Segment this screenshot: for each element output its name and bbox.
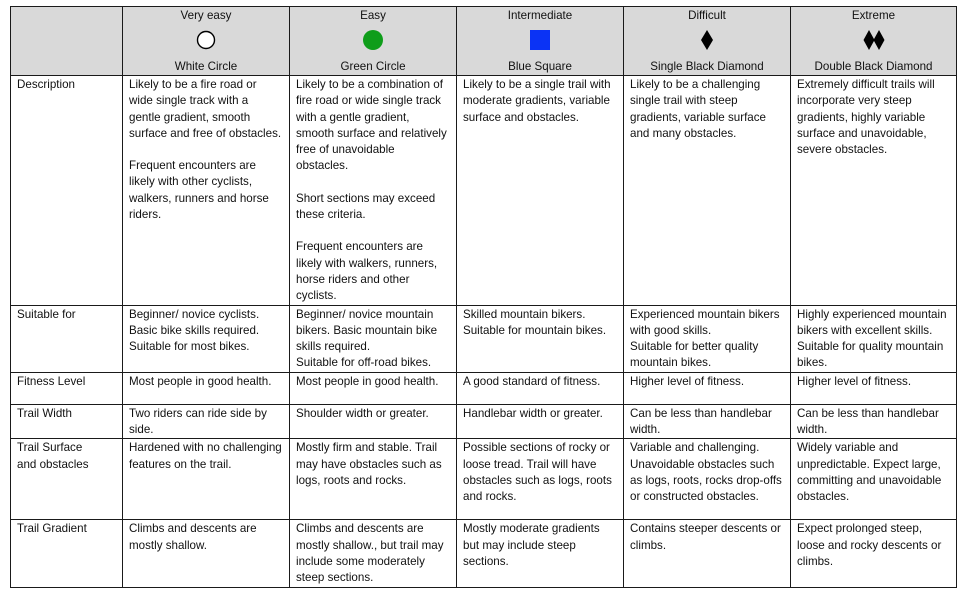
cell-line: Beginner/ novice mountain bikers. Basic mountain bike skills required. [296,307,438,354]
cell-line: Basic bike skills required. [129,323,260,337]
gradient-cell: Climbs and descents are mostly shallow. [123,520,290,587]
level-label: Difficult [688,9,726,22]
trail-grading-table [10,6,957,588]
level-name: White Circle [174,59,238,73]
surface-cell: Mostly firm and stable. Trail may have obstacles such as logs, roots and rocks. [290,439,457,520]
description-cell [624,76,791,306]
row-header-trail-gradient: Trail Gradient [11,520,123,587]
cell-line: Suitable for most bikes. [129,340,250,354]
level-header-extreme [791,7,957,76]
level-label: Extreme [851,9,896,22]
cell-paragraph: Likely to be a combination of fire road or wide single track with a gentle gradient, smooth surface and relatively free of unavoidable obstacles. [296,78,447,173]
cell-line: Suitable for off-road bikes. [296,356,432,370]
double-black-diamond-icon [862,29,886,51]
gradient-cell: Mostly moderate gradients but may include steep sections. [457,520,624,587]
width-cell: Two riders can ride side by side. [123,404,290,439]
cell-line: Highly experienced mountain bikers with excellent skills. Suitable for quality mountain bikes. [797,307,947,370]
fitness-cell: Higher level of fitness. [624,372,791,404]
trail-gradient-row [11,520,957,587]
trail-surface-row [11,439,957,520]
level-label: Very easy [180,9,232,22]
fitness-level-row [11,372,957,404]
fitness-cell: Higher level of fitness. [791,372,957,404]
surface-cell: Possible sections of rocky or loose tread. Trail will have obstacles such as logs, roots and rocks. [457,439,624,520]
cell-paragraph: Short sections may exceed these criteria. [296,191,436,222]
level-name: Blue Square [508,59,572,73]
width-cell: Can be less than handlebar width. [791,404,957,439]
suitable-cell [791,305,957,372]
suitable-cell [624,305,791,372]
level-header-very-easy [123,7,290,76]
level-name: Double Black Diamond [814,59,933,73]
level-header-easy [290,7,457,76]
row-header-trail-width: Trail Width [11,404,123,439]
surface-cell: Hardened with no challenging features on the trail. [123,439,290,520]
cell-line: Experienced mountain bikers with good skills. [630,307,780,337]
cell-line: Suitable for mountain bikes. [463,323,607,337]
cell-line: Suitable for better quality mountain bikes. [630,340,759,370]
trail-width-row [11,404,957,439]
width-cell: Shoulder width or greater. [290,404,457,439]
cell-paragraph: Frequent encounters are likely with other cyclists, walkers, runners and horse riders. [129,159,269,222]
row-header-fitness-level: Fitness Level [11,372,123,404]
cell-paragraph: Likely to be a single trail with moderate gradients, variable surface and obstacles. [463,78,611,124]
surface-cell: Widely variable and unpredictable. Expect large, committing and unavoidable obstacles. [791,439,957,520]
row-header-line: Trail Surface [17,441,83,455]
fitness-cell: A good standard of fitness. [457,372,624,404]
black-diamond-icon [700,29,714,51]
fitness-cell: Most people in good health. [123,372,290,404]
level-label: Intermediate [507,9,573,22]
green-circle-icon [362,29,384,51]
width-cell: Handlebar width or greater. [457,404,624,439]
row-header-line: and obstacles [17,457,89,471]
description-cell [457,76,624,306]
gradient-cell: Climbs and descents are mostly shallow., but trail may include some moderately steep sections. [290,520,457,587]
surface-cell: Variable and challenging. Unavoidable obstacles such as logs, roots, rocks drop-offs or constructed obstacles. [624,439,791,520]
gradient-cell: Expect prolonged steep, loose and rocky descents or climbs. [791,520,957,587]
row-header-suitable-for: Suitable for [11,305,123,372]
level-label: Easy [360,9,386,22]
cell-line: Skilled mountain bikers. [463,307,586,321]
header-row [11,7,957,76]
white-circle-icon [196,30,216,50]
suitable-cell [123,305,290,372]
description-cell [123,76,290,306]
row-header-trail-surface [11,439,123,520]
suitable-for-row [11,305,957,372]
cell-paragraph: Extremely difficult trails will incorporate very steep gradients, highly variable surface and unavoidable, severe obstacles. [797,78,935,157]
cell-paragraph: Frequent encounters are likely with walkers, runners, horse riders and other cyclists. [296,240,438,303]
level-name: Green Circle [340,59,406,73]
width-cell: Can be less than handlebar width. [624,404,791,439]
level-name: Single Black Diamond [650,59,764,73]
cell-line: Beginner/ novice cyclists. [129,307,260,321]
description-row [11,76,957,306]
level-header-intermediate [457,7,624,76]
description-cell [290,76,457,306]
row-header-description: Description [11,76,123,306]
cell-paragraph: Likely to be a fire road or wide single track with a gentle gradient, smooth surface and free of obstacles. [129,78,282,140]
level-header-difficult [624,7,791,76]
suitable-cell [457,305,624,372]
description-cell [791,76,957,306]
corner-cell [11,7,123,76]
gradient-cell: Contains steeper descents or climbs. [624,520,791,587]
blue-square-icon [529,29,551,51]
fitness-cell: Most people in good health. [290,372,457,404]
suitable-cell [290,305,457,372]
cell-paragraph: Likely to be a challenging single trail with steep gradients, variable surface and many obstacles. [630,78,766,140]
